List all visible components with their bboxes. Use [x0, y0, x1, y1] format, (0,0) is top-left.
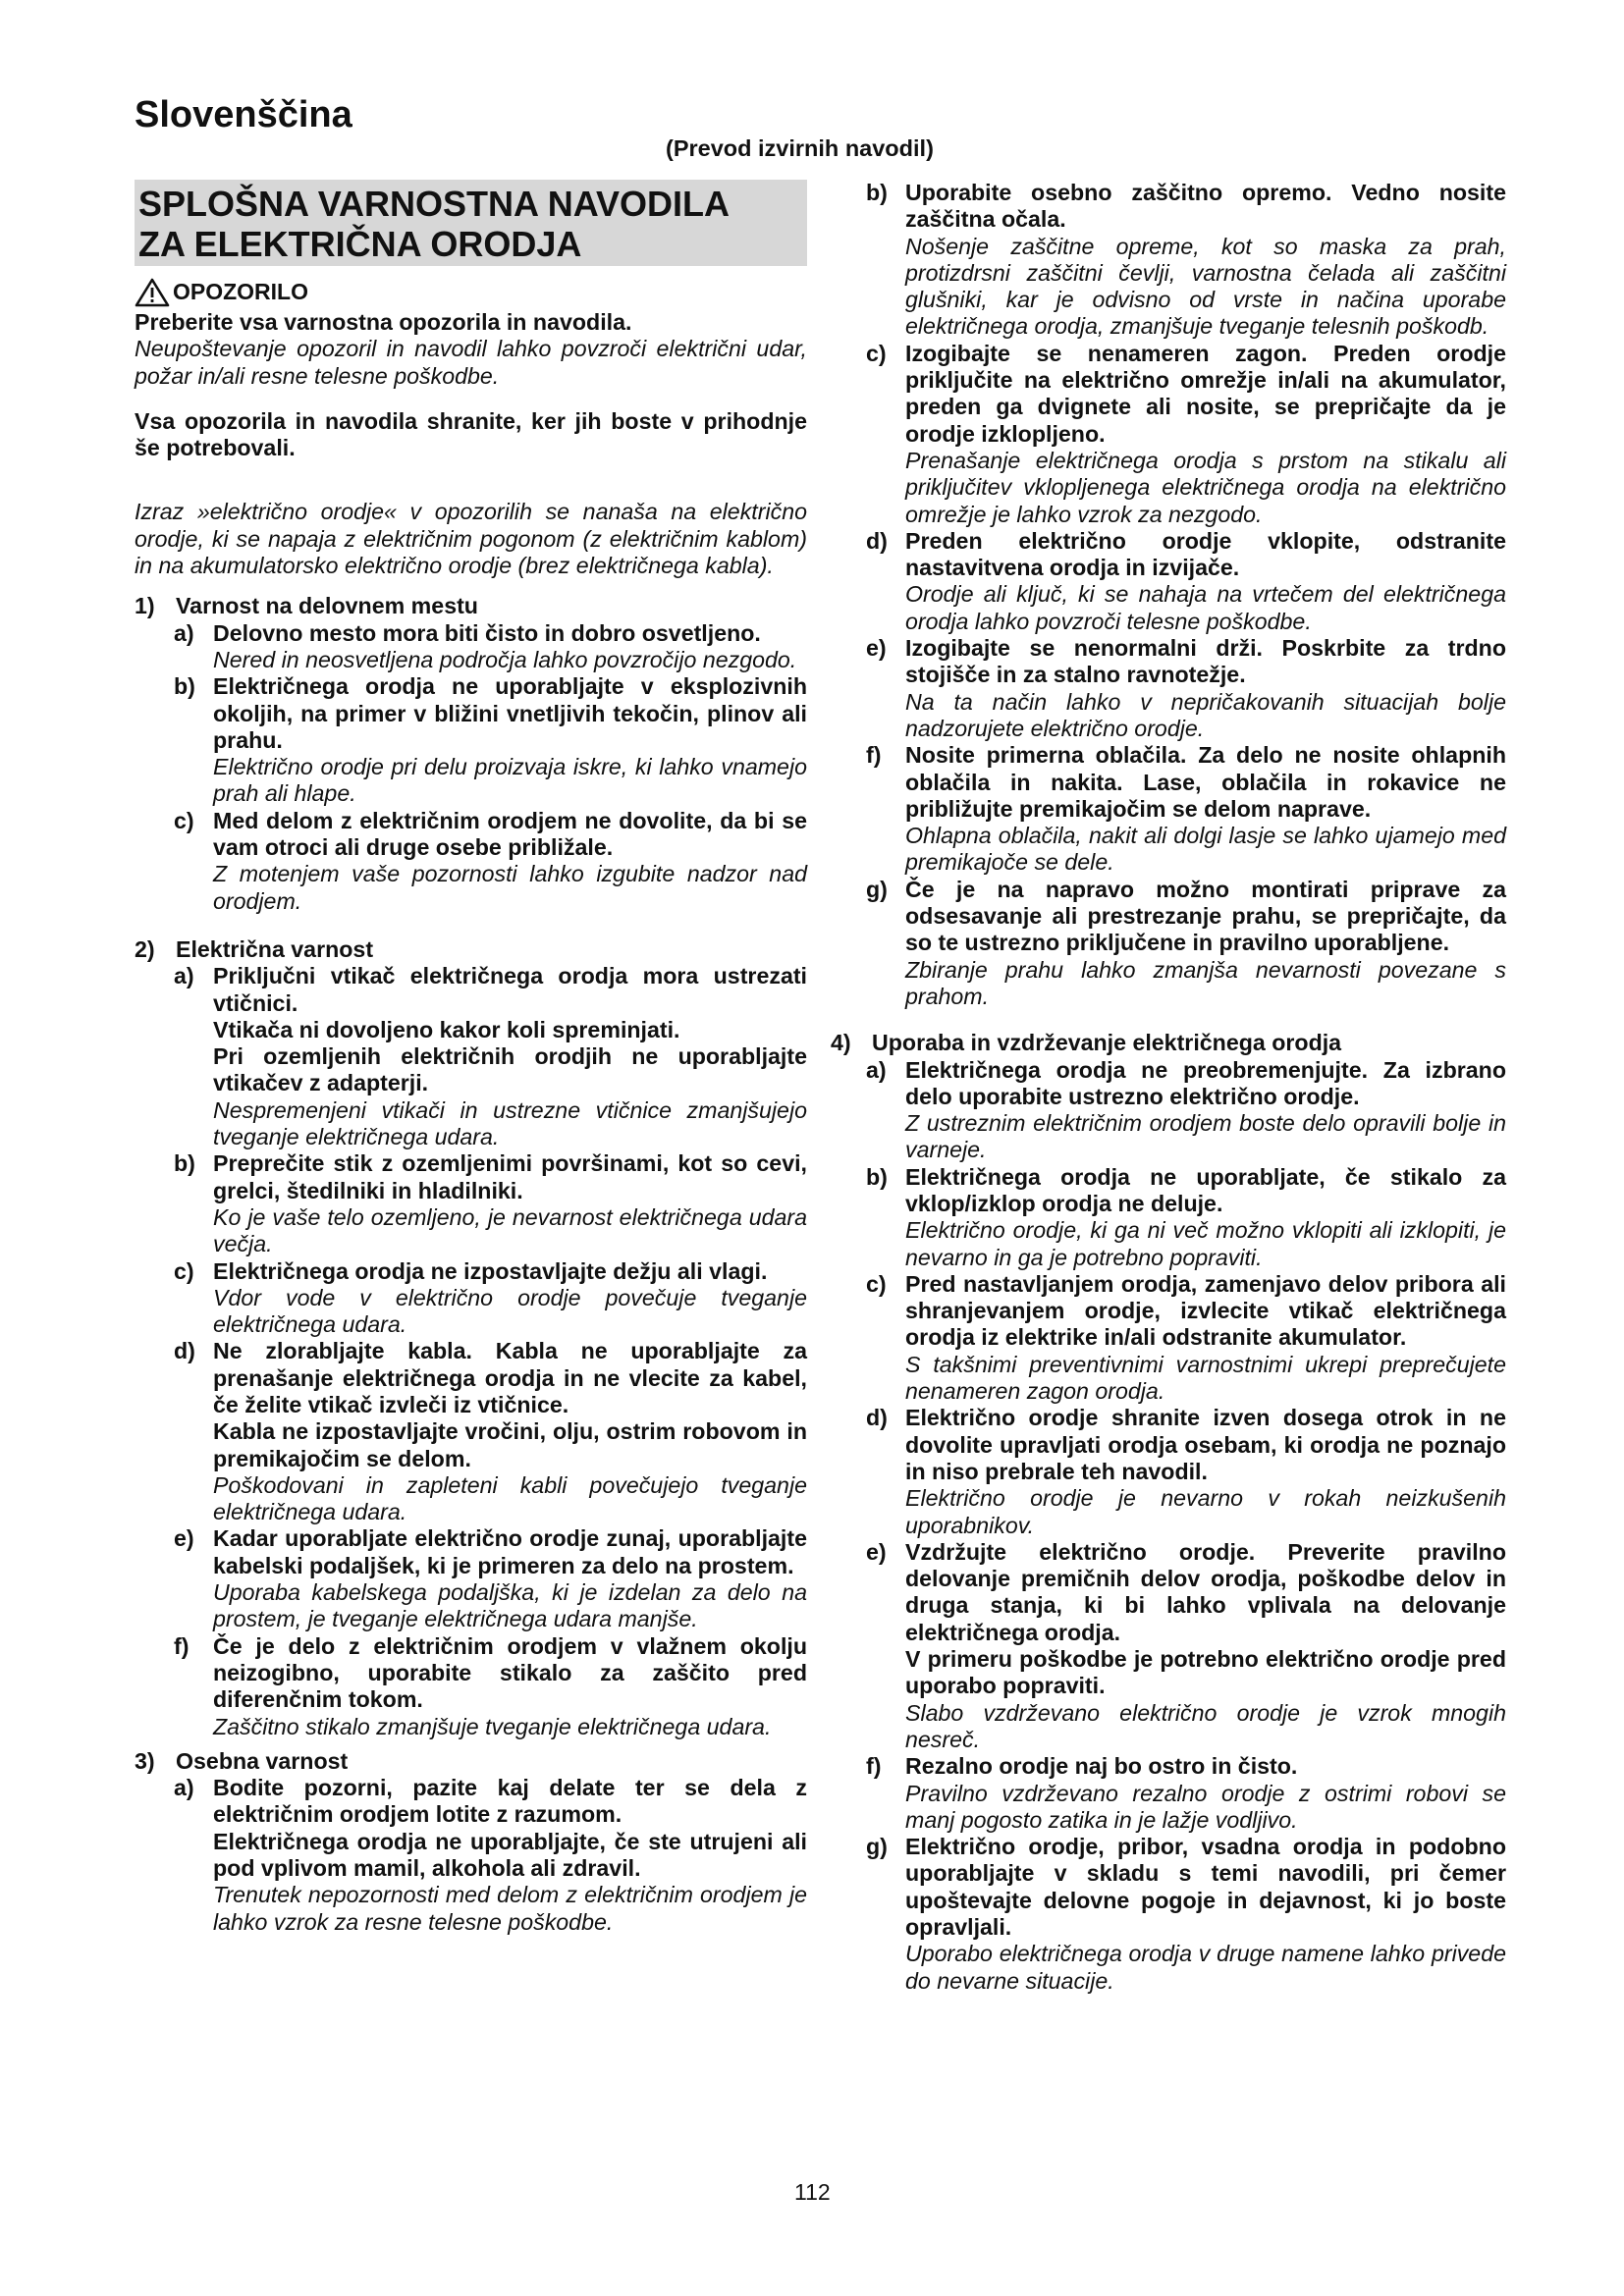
list-item: a) Delovno mesto mora biti čisto in dobro osvetljeno. Nered in neosvetljena področja lahko povzročijo nezgodo.: [174, 619, 797, 672]
list-item: c) Izogibajte se nenameren zagon. Preden orodje priključite na električno omrežje in/ali na akumulator, preden ga dvignete ali nosite, se prepričajte da je orodje izklopljeno. Prenašanje električnega orodja s prstom na stikalu ali priključitev vklopljenega električnega orodja na električno omrežje je lahko vzrok za nezgodo.: [866, 340, 1506, 527]
section-heading: 1) Varnost na delovnem mestu: [135, 593, 478, 619]
intro-bold-1: Preberite vsa varnostna opozorila in navodila.: [135, 309, 632, 335]
page-number: 112: [794, 2179, 831, 2205]
banner-line-2: ZA ELEKTRIČNA ORODJA: [138, 224, 582, 264]
list-item: f) Rezalno orodje naj bo ostro in čisto. Pravilno vzdrževano rezalno orodje z ostrimi robovi se manj pogosto zatika in je lažje vodljivo.: [866, 1753, 1506, 1833]
warning-label: [135, 278, 807, 307]
list-item: c) Med delom z električnim orodjem ne dovolite, da bi se vam otroci ali druge osebe približale. Z motenjem vaše pozornosti lahko izgubite nadzor nad orodjem.: [174, 807, 807, 914]
intro-bold-2: Vsa opozorila in navodila shranite, ker jih boste v prihodnje še potrebovali.: [135, 407, 807, 461]
list-item: g) Električno orodje, pribor, vsadna orodja in podobno uporabljajte v skladu s temi navodili, pri čemer upoštevajte delovne pogoje in dejavnost, ki jo boste opravljali. Uporabo električnega orodja v druge namene lahko privede do nevarne situacije.: [866, 1834, 1506, 1994]
list-item: g) Če je na napravo možno montirati priprave za odsesavanje ali prestrezanje prahu, se prepričajte, da so te ustrezno priključene in pravilno uporabljene. Zbiranje prahu lahko zmanjša nevarnosti povezane s prahom.: [866, 876, 1506, 1009]
banner-line-1: SPLOŠNA VARNOSTNA NAVODILA: [138, 184, 731, 224]
list-item: f) Nosite primerna oblačila. Za delo ne nosite ohlapnih oblačila in nakita. Lase, oblačila in rokavice ne približujte premikajočim se delom naprave. Ohlapna oblačila, nakit ali dolgi lasje se lahko ujamejo med premikajoče se dele.: [866, 742, 1506, 876]
list-item: b) Preprečite stik z ozemljenimi površinami, kot so cevi, grelci, štedilniki in hladilniki. Ko je vaše telo ozemljeno, je nevarnost električnega udara večja.: [174, 1150, 807, 1257]
list-item: c) Pred nastavljanjem orodja, zamenjavo delov pribora ali shranjevanjem orodje, izvlecite vtikač električnega orodja iz elektrike in/ali odstranite akumulator. S takšnimi preventivnimi varnostnimi ukrepi preprečujete nenameren zagon orodja.: [866, 1270, 1506, 1405]
document-subtitle: (Prevod izvirnih navodil): [666, 135, 934, 161]
list-item: d) Preden električno orodje vklopite, odstranite nastavitvena orodja in izvijače. Orodje ali ključ, ki se nahaja na vrtečem del električnega orodja lahko povzroči telesne poškodbe.: [866, 527, 1506, 634]
list-item: d) Električno orodje shranite izven dosega otrok in ne dovolite upravljati orodja osebam, ki orodja ne poznajo in niso prebrale teh navodil. Električno orodje je nevarno v rokah neizkušenih uporabnikov.: [866, 1405, 1506, 1538]
list-item: e) Vzdržujte električno orodje. Preverite pravilno delovanje premičnih delov orodja, poškodbe delov in druga stanja, ki bi lahko vplivala na delovanje električnega orodja. V primeru poškodbe je potrebno električno orodje pred uporabo popraviti. Slabo vzdrževano električno orodje je vzrok mnogih nesreč.: [866, 1538, 1506, 1752]
list-item: c) Električnega orodja ne izpostavljajte dežju ali vlagi. Vdor vode v električno orodje povečuje tveganje električnega udara.: [174, 1257, 807, 1338]
list-item: b) Električnega orodja ne uporabljajte v eksplozivnih okoljih, na primer v bližini vnetljivih tekočin, plinov ali prahu. Električno orodje pri delu proizvaja iskre, ki lahko vnamejo prah ali hlape.: [174, 673, 807, 807]
list-item: b) Uporabite osebno zaščitno opremo. Vedno nosite zaščitna očala. Nošenje zaščitne opreme, kot so maska za prah, protizdrsni zaščitni čevlji, varnostna čelada ali zaščitni glušniki, kar je odvisno od vrste in načina uporabe električnega orodja, zmanjšuje tveganje telesnih poškodb.: [866, 180, 1506, 340]
list-item: e) Izogibajte se nenormalni drži. Poskrbite za trdno stojišče in za stalno ravnotežje. Na ta način lahko v nepričakovanih situacijah bolje nadzorujete električno orodje.: [866, 635, 1506, 741]
language-heading: Slovenščina: [135, 94, 352, 135]
intro-italic-2: Izraz »električno orodje« v opozorilih se nanaša na električno orodje, ki se napaja z električnim pogonom (z električnim kablom) in na akumulatorsko električno orodje (brez električnega kabla).: [135, 499, 807, 579]
left-column: [135, 180, 807, 1936]
list-item: a) Priključni vtikač električnega orodja mora ustrezati vtičnici. Vtikača ni dovoljeno kakor koli spreminjati. Pri ozemljenih električnih orodjih ne uporabljajte vtikačev z adapterji. Nespremenjeni vtikači in ustrezne vtičnice zmanjšujejo tveganje električnega udara.: [174, 963, 807, 1150]
list-item: e) Kadar uporabljate električno orodje zunaj, uporabljajte kabelski podaljšek, ki je primeren za delo na prostem. Uporaba kabelskega podaljška, ki je izdelan za delo na prostem, je tveganje električnega udara manjše.: [174, 1525, 807, 1632]
warning-triangle-icon: [135, 278, 170, 307]
right-column: [831, 180, 1506, 1995]
section-heading: 2) Električna varnost: [135, 935, 374, 962]
section-heading: 3) Osebna varnost: [135, 1747, 349, 1774]
list-item: a) Bodite pozorni, pazite kaj delate ter se dela z električnim orodjem lotite z razumom. Električnega orodja ne uporabljajte, če ste utrujeni ali pod vplivom mamil, alkohola ali zdravil. Trenutek nepozornosti med delom z električnim orodjem je lahko vzrok za resne telesne poškodbe.: [174, 1775, 807, 1935]
list-item: d) Ne zlorabljajte kabla. Kabla ne uporabljajte za prenašanje električnega orodja in ne vlecite za kabel, če želite vtikač izvleči iz vtičnice. Kabla ne izpostavljajte vročini, olju, ostrim robovom in premikajočim se delom. Poškodovani in zapleteni kabli povečujejo tveganje električnega udara.: [174, 1338, 807, 1525]
list-item: a) Električnega orodja ne preobremenjujte. Za izbrano delo uporabite ustrezno električno orodje. Z ustreznim električnim orodjem boste delo opravili bolje in varneje.: [866, 1056, 1506, 1163]
warning-text: OPOZORILO: [173, 279, 308, 305]
intro-italic-1: Neupoštevanje opozoril in navodil lahko povzroči električni udar, požar in/ali resne telesne poškodbe.: [135, 336, 807, 389]
list-item: b) Električnega orodja ne uporabljate, če stikalo za vklop/izklop orodja ne deluje. Električno orodje, ki ga ni več možno vklopiti ali izklopiti, je nevarno in ga je potrebno popraviti.: [866, 1163, 1506, 1270]
section-banner: [135, 180, 807, 266]
section-heading: 4) Uporaba in vzdrževanje električnega orodja: [831, 1030, 1342, 1056]
list-item: f) Če je delo z električnim orodjem v vlažnem okolju neizogibno, uporabite stikalo za zaščito pred diferenčnim tokom. Zaščitno stikalo zmanjšuje tveganje električnega udara.: [174, 1632, 807, 1739]
